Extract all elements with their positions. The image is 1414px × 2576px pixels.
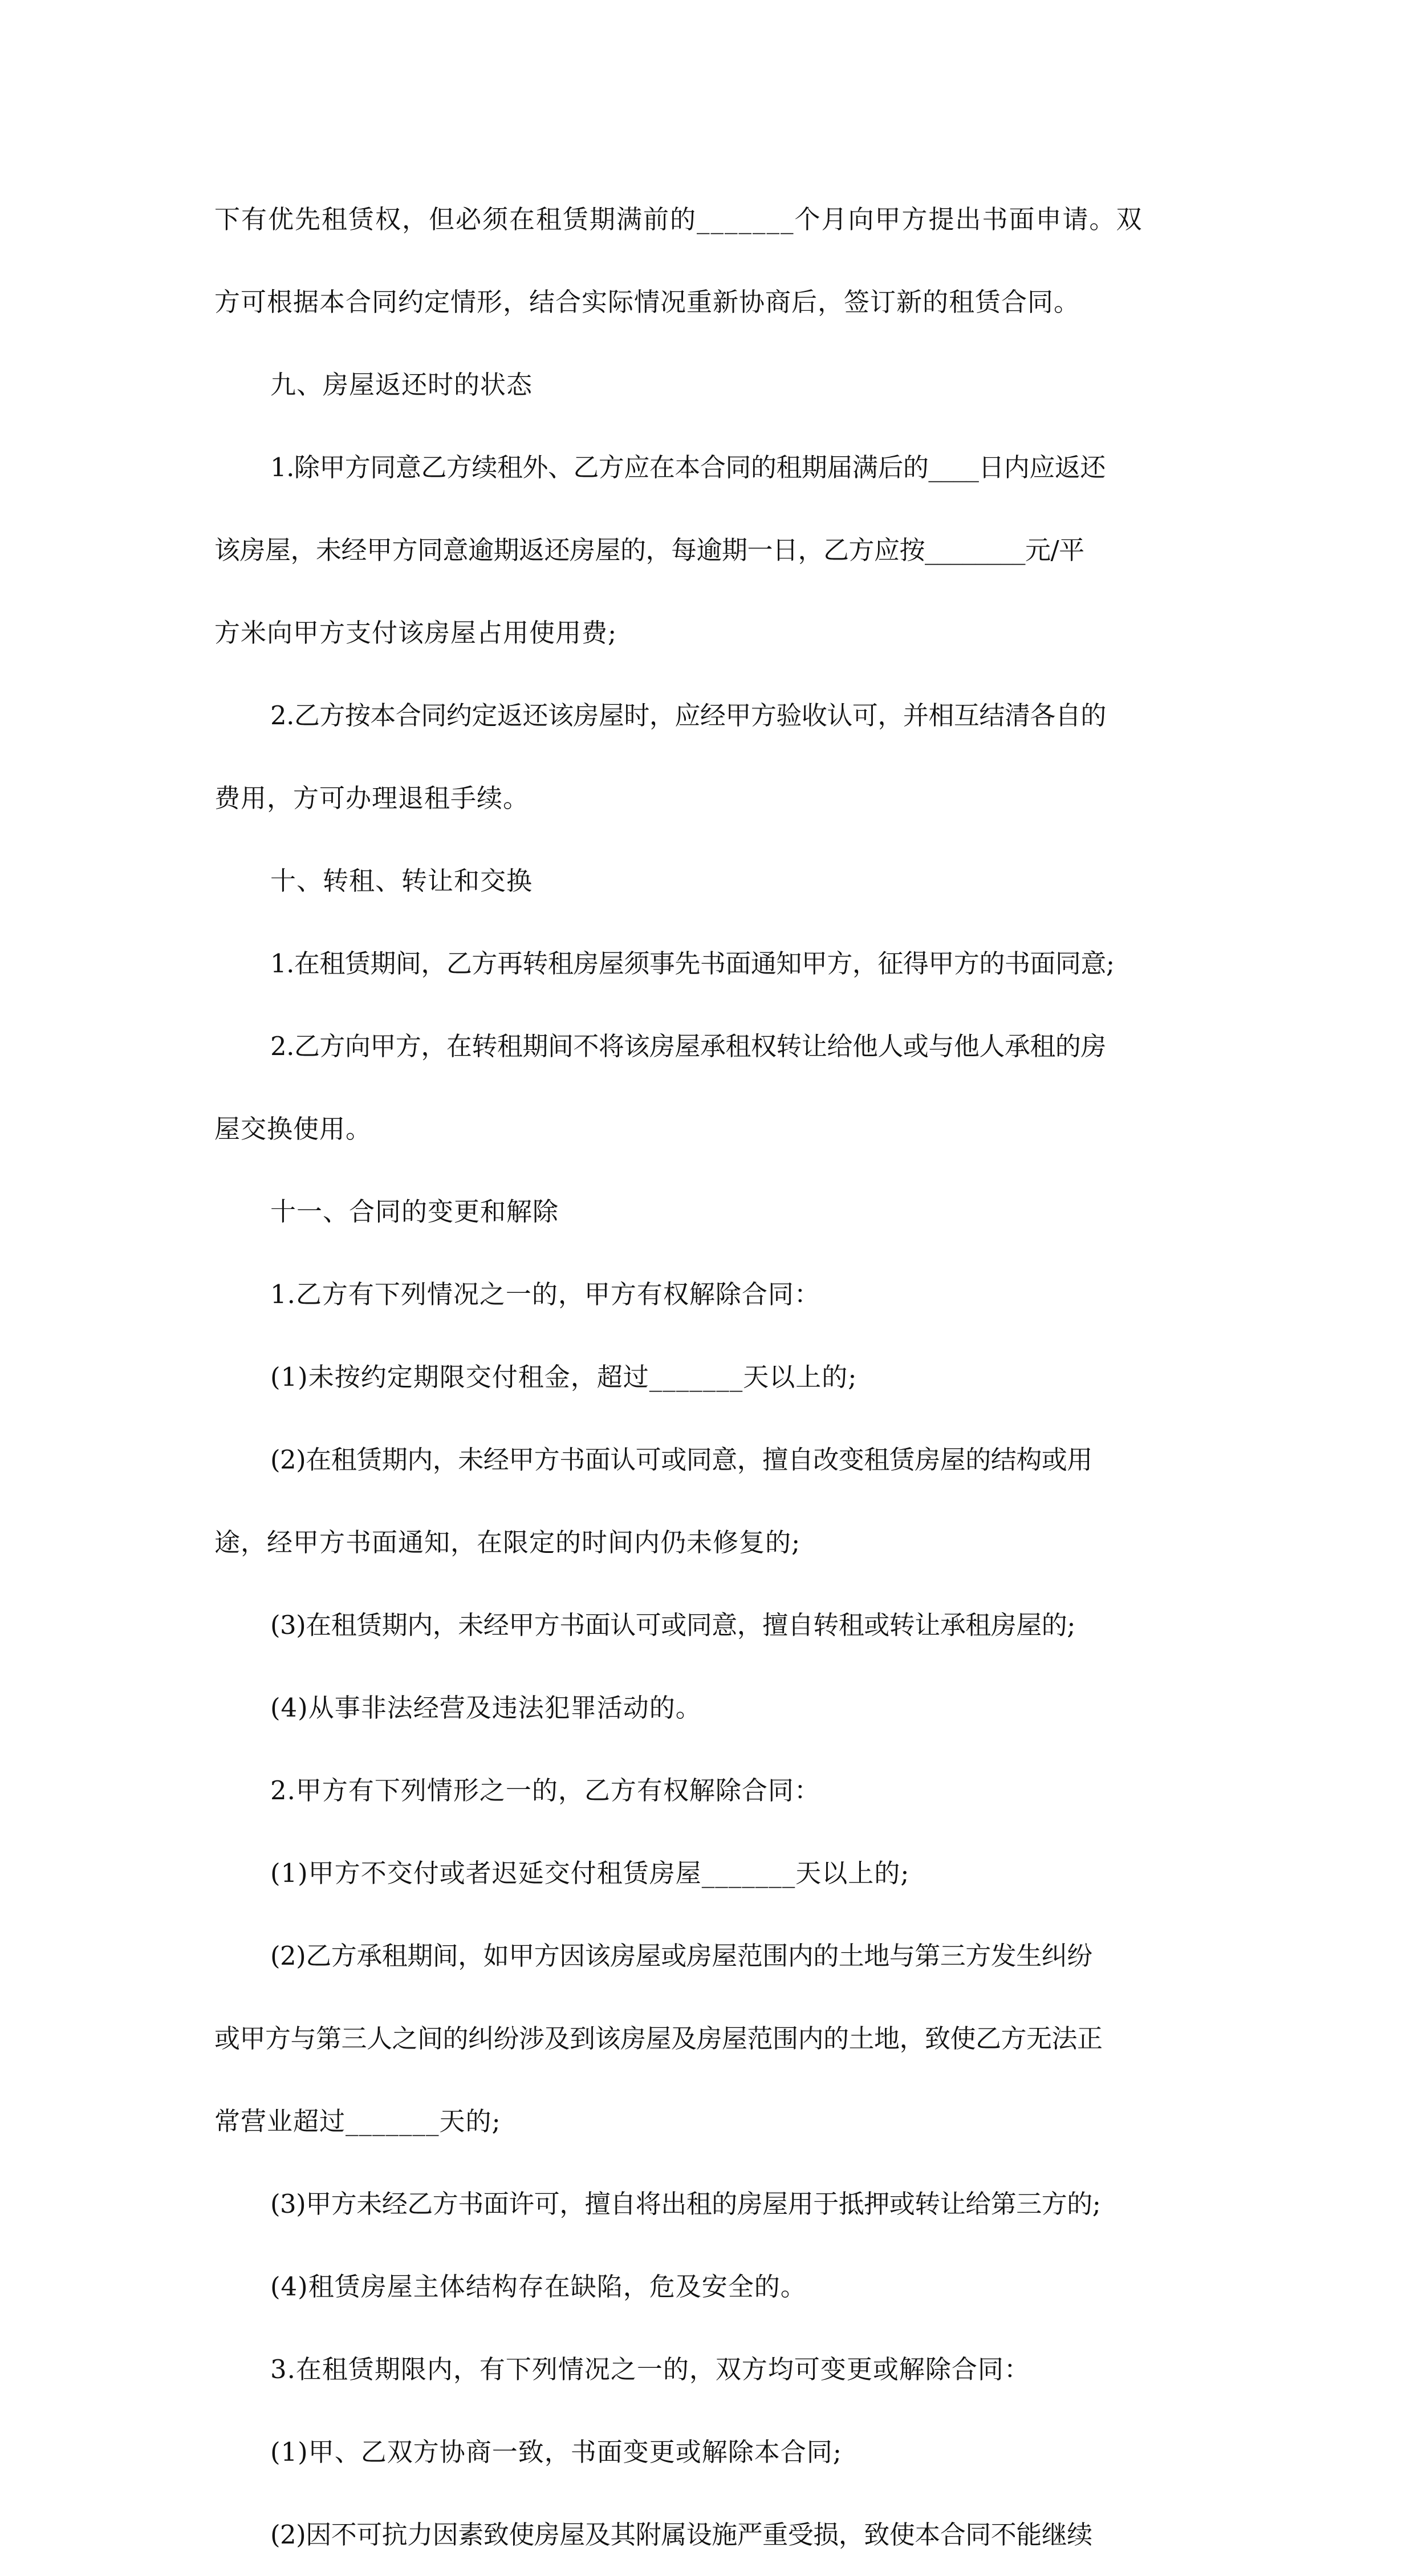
body-line: 或甲方与第三人之间的纠纷涉及到该房屋及房屋范围内的土地，致使乙方无法正 <box>214 2023 1103 2054</box>
body-line: 2.乙方向甲方，在转租期间不将该房屋承租权转让给他人或与他人承租的房 <box>270 1031 1106 1061</box>
body-line: 1.除甲方同意乙方续租外、乙方应在本合同的租期届满后的____日内应返还 <box>270 452 1106 482</box>
section-heading: 十一、合同的变更和解除 <box>270 1196 559 1227</box>
body-line: 2.乙方按本合同约定返还该房屋时，应经甲方验收认可，并相互结清各自的 <box>270 700 1106 731</box>
section-heading: 九、房屋返还时的状态 <box>270 370 533 400</box>
body-line: (2)乙方承租期间，如甲方因该房屋或房屋范围内的土地与第三方发生纠纷 <box>270 1941 1092 1971</box>
body-line: 2.甲方有下列情形之一的，乙方有权解除合同： <box>270 1775 820 1806</box>
body-line: (4)从事非法经营及违法犯罪活动的。 <box>270 1693 702 1723</box>
document-body <box>214 178 1206 2576</box>
body-line: 途，经甲方书面通知，在限定的时间内仍未修复的; <box>214 1527 801 1557</box>
body-line: 方米向甲方支付该房屋占用使用费; <box>214 618 617 648</box>
body-line: (3)甲方未经乙方书面许可，擅自将出租的房屋用于抵押或转让给第三方的; <box>270 2189 1101 2219</box>
body-line: 下有优先租赁权，但必须在租赁期满前的_______个月向甲方提出书面申请。双 <box>214 204 1143 234</box>
body-line: (4)租赁房屋主体结构存在缺陷，危及安全的。 <box>270 2271 807 2302</box>
body-line: 1.在租赁期间，乙方再转租房屋须事先书面通知甲方，征得甲方的书面同意; <box>270 948 1115 979</box>
body-line: (2)在租赁期内，未经甲方书面认可或同意，擅自改变租赁房屋的结构或用 <box>270 1445 1092 1475</box>
body-line: 方可根据本合同约定情形，结合实际情况重新协商后，签订新的租赁合同。 <box>214 287 1080 317</box>
body-line: 常营业超过_______天的; <box>214 2106 501 2136</box>
body-line: (3)在租赁期内，未经甲方书面认可或同意，擅自转租或转让承租房屋的; <box>270 1610 1075 1640</box>
body-line: 该房屋，未经甲方同意逾期返还房屋的，每逾期一日，乙方应按________元/平 <box>214 535 1084 565</box>
section-heading: 十、转租、转让和交换 <box>270 866 533 896</box>
body-line: (1)甲、乙双方协商一致，书面变更或解除本合同; <box>270 2437 842 2467</box>
body-line: (1)未按约定期限交付租金，超过_______天以上的; <box>270 1362 858 1392</box>
body-line: 3.在租赁期限内，有下列情况之一的，双方均可变更或解除合同： <box>270 2354 1030 2384</box>
body-line: 屋交换使用。 <box>214 1114 372 1144</box>
body-line: 费用，方可办理退租手续。 <box>214 783 530 813</box>
body-line: (2)因不可抗力因素致使房屋及其附属设施严重受损，致使本合同不能继续 <box>270 2520 1092 2550</box>
body-line: (1)甲方不交付或者迟延交付租赁房屋_______天以上的; <box>270 1858 910 1888</box>
body-line: 1.乙方有下列情况之一的，甲方有权解除合同： <box>270 1279 820 1309</box>
